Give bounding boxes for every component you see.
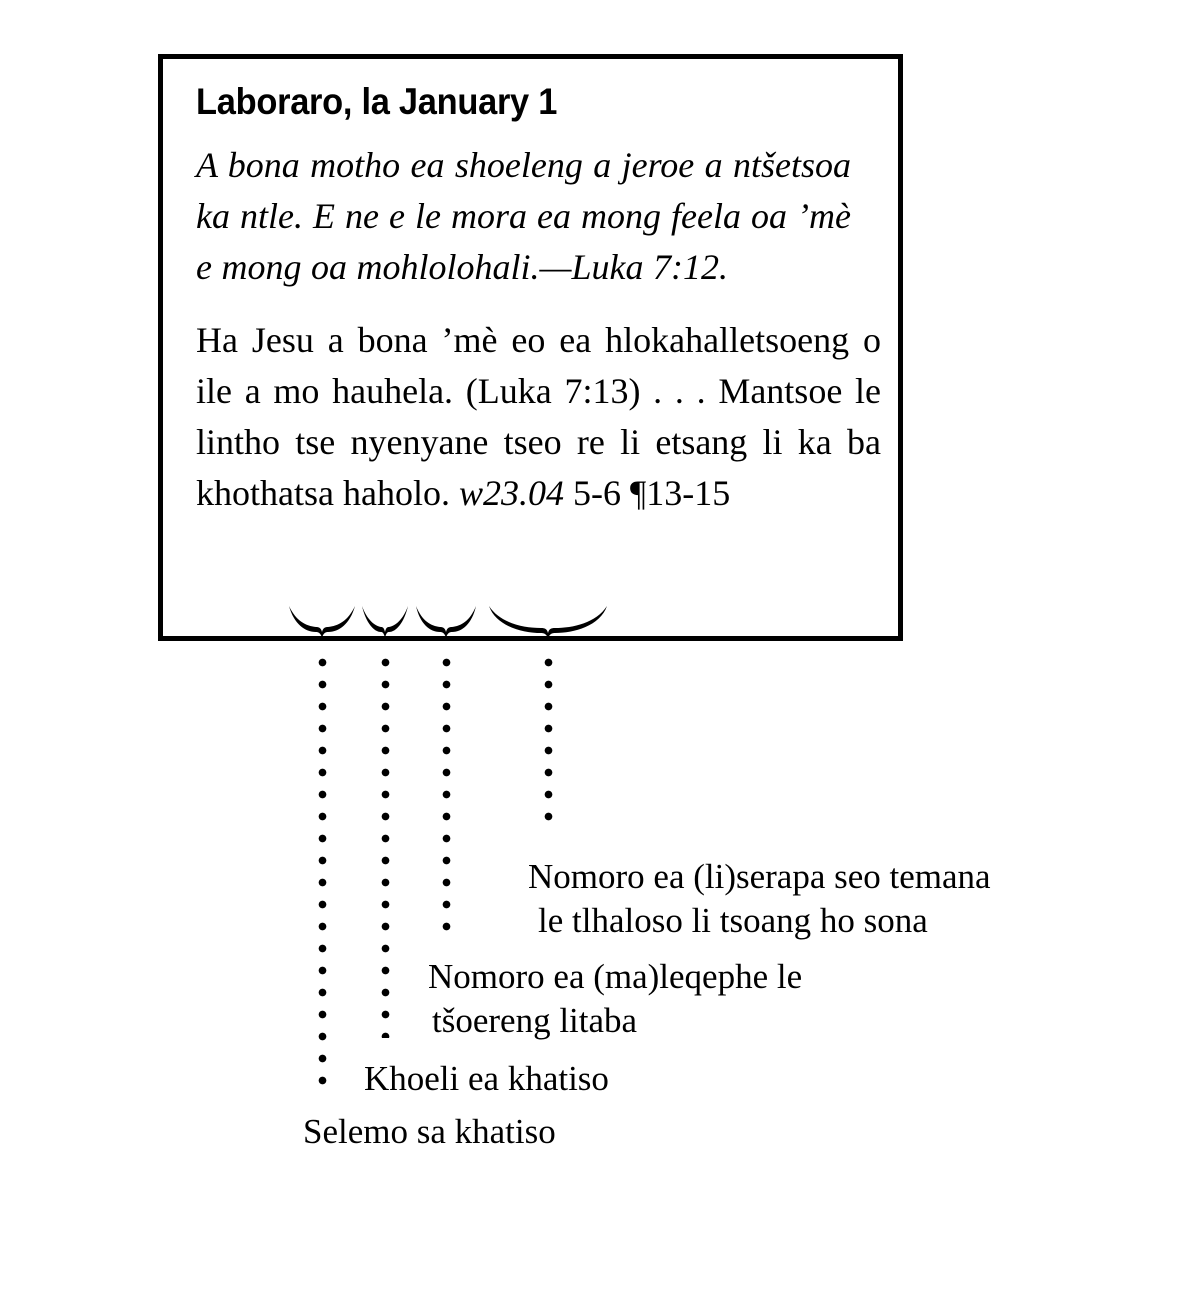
callout-month-line1: Khoeli ea khatiso — [364, 1059, 609, 1098]
callout-label-paragraphs — [528, 855, 991, 943]
callout-paragraphs-line2: le tlhaloso li tsoang ho sona — [538, 901, 928, 941]
callout-pages-line2: tšoereng litaba — [432, 1001, 638, 1041]
callout-year-line1: Selemo sa khatiso — [303, 1112, 556, 1151]
daily-text-card-content — [196, 81, 881, 519]
callout-pages-line1: Nomoro ea (ma)leqephe le — [428, 957, 803, 996]
leader-dots-year — [318, 658, 327, 1096]
leader-dots-pages — [442, 658, 451, 940]
callout-label-month — [364, 1057, 609, 1101]
scripture-quotation: A bona motho ea shoeleng a jeroe a ntšetsoa ka ntle. E ne e le mora ea mong feela oa ’mè e mong oa mohlolohali.—Luka 7:12. — [196, 144, 851, 287]
callout-label-pages — [428, 955, 802, 1043]
callout-label-year — [303, 1110, 556, 1154]
citation-page-paragraph-reference: 5-6 ¶13-15 — [563, 473, 731, 514]
daily-text-date-heading: Laboraro, la January 1 — [196, 81, 558, 122]
commentary-paragraph — [196, 315, 881, 519]
citation-publication-code: w23.04 — [458, 473, 564, 514]
leader-dots-paragraphs — [544, 658, 553, 830]
callout-paragraphs-line1: Nomoro ea (li)serapa seo temana — [528, 857, 991, 896]
leader-dots-month — [381, 658, 390, 1038]
commentary-body-text: Ha Jesu a bona ’mè eo ea hlokahalletsoeng o ile a mo hauhela. (Luka 7:13) . . . Mantsoe le lintho tse nyenyane tseo re li etsang li ka ba khothatsa haholo. — [196, 319, 881, 514]
daily-text-card — [158, 54, 903, 641]
